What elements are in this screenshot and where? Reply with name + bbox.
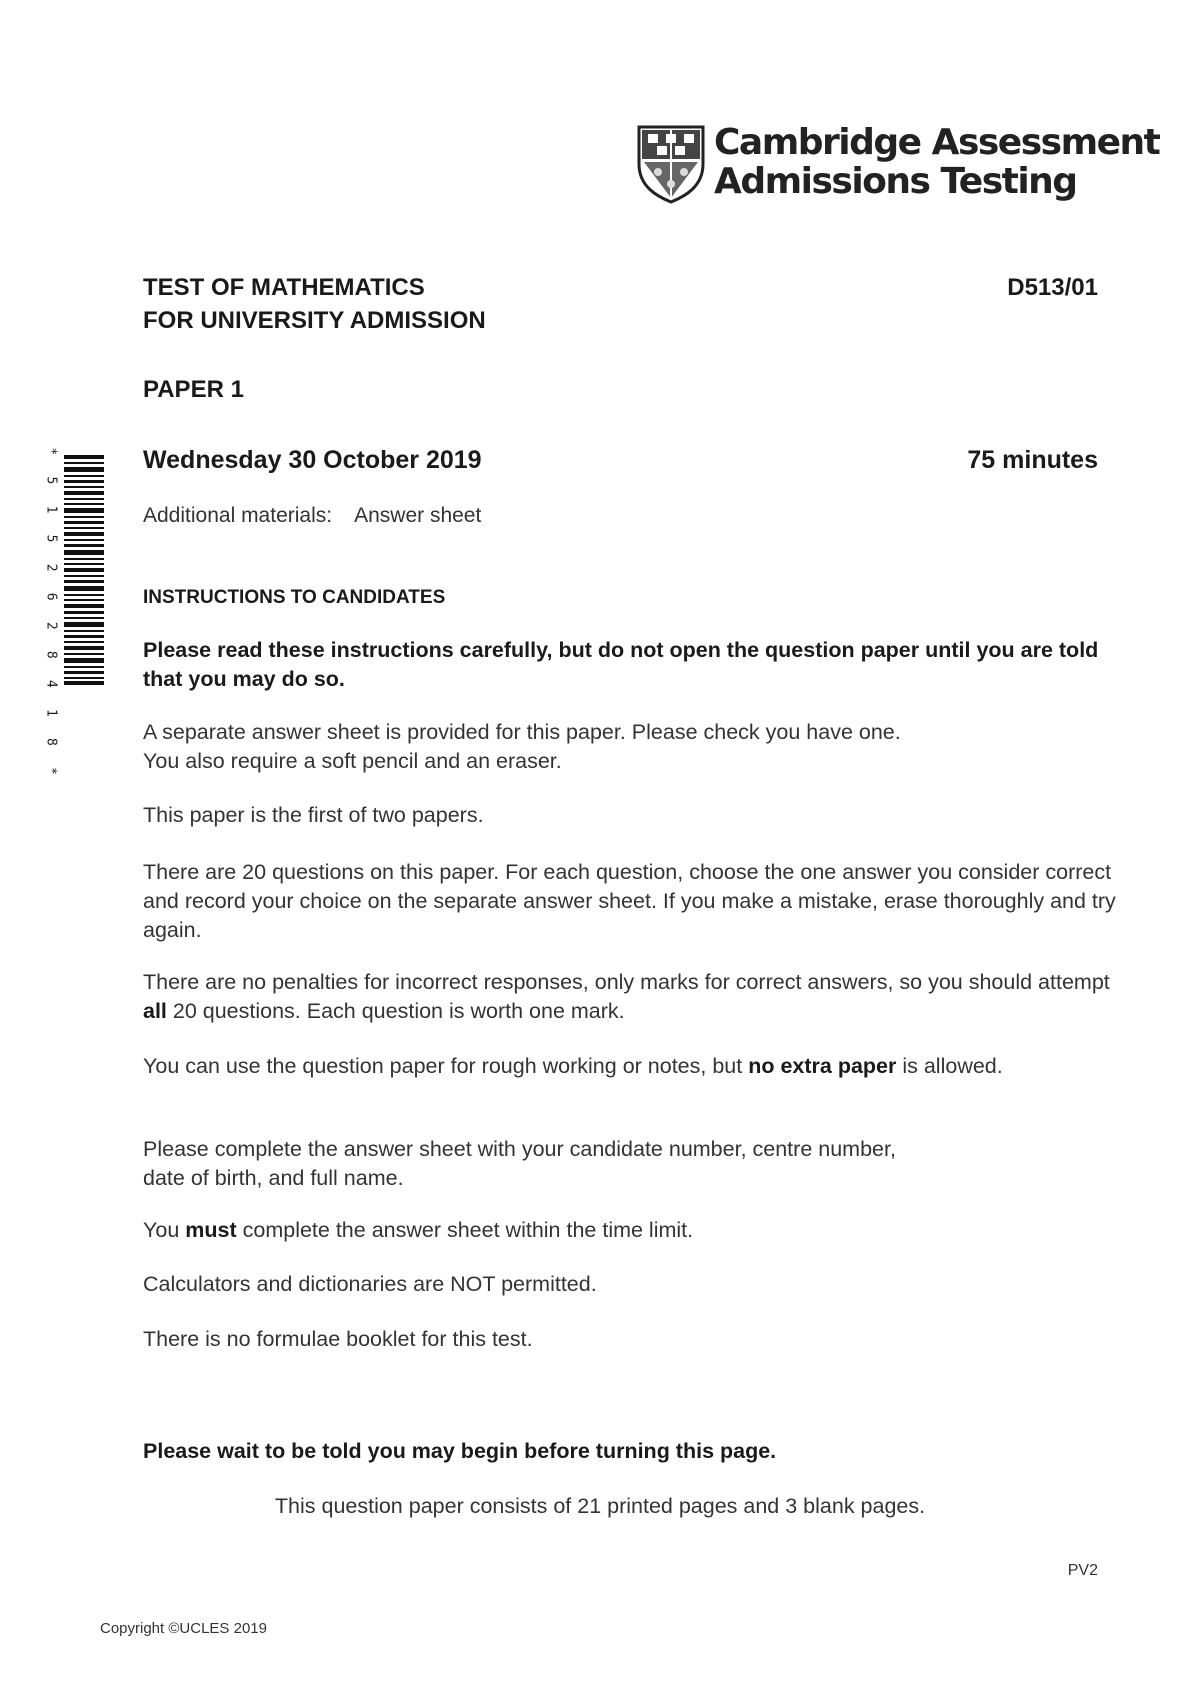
instruction-formulae: There is no formulae booklet for this test. bbox=[143, 1327, 533, 1351]
instruction-first-paper: This paper is the first of two papers. bbox=[143, 803, 484, 827]
instruction-time-limit: You must complete the answer sheet within the time limit. bbox=[143, 1218, 694, 1242]
instruction-read-carefully: Please read these instructions carefully, but do not open the question paper until you are told that you may do so. bbox=[143, 638, 1099, 691]
instruction-penalties: There are no penalties for incorrect responses, only marks for correct answers, so you should attempt all 20 questions. Each question is worth one mark. bbox=[143, 970, 1110, 1023]
test-title-line2: FOR UNIVERSITY ADMISSION bbox=[143, 307, 486, 334]
barcode-bars bbox=[64, 455, 104, 685]
test-title-line1: TEST OF MATHEMATICS bbox=[143, 274, 425, 301]
pv-code: PV2 bbox=[1067, 1562, 1098, 1579]
exam-date: Wednesday 30 October 2019 bbox=[143, 446, 482, 474]
materials-value: Answer sheet bbox=[354, 504, 482, 527]
cambridge-logo bbox=[636, 124, 1159, 204]
exam-duration: 75 minutes bbox=[967, 446, 1098, 474]
paper-code: D513/01 bbox=[1007, 274, 1098, 301]
instruction-answer-sheet: A separate answer sheet is provided for this paper. Please check you have one. You also require a soft pencil and an eraser. bbox=[143, 720, 901, 773]
instruction-wait: Please wait to be told you may begin before turning this page. bbox=[143, 1439, 777, 1463]
instruction-complete-details: Please complete the answer sheet with your candidate number, centre number, date of birth, and full name. bbox=[143, 1137, 896, 1190]
pages-note: This question paper consists of 21 printed pages and 3 blank pages. bbox=[274, 1494, 926, 1518]
logo-line1: Cambridge Assessment bbox=[714, 122, 1160, 163]
barcode bbox=[36, 447, 104, 782]
instructions-heading: INSTRUCTIONS TO CANDIDATES bbox=[143, 587, 446, 608]
additional-materials bbox=[143, 504, 481, 528]
cambridge-shield-icon bbox=[636, 124, 706, 204]
paper-number: PAPER 1 bbox=[143, 376, 244, 403]
instruction-rough-working: You can use the question paper for rough working or notes, but no extra paper is allowed. bbox=[143, 1054, 1003, 1078]
barcode-digits: * 5 1 5 2 6 2 8 4 1 8 * bbox=[43, 447, 59, 782]
logo-line2: Admissions Testing bbox=[714, 161, 1077, 202]
instruction-questions: There are 20 questions on this paper. For each question, choose the one answer you consider correct and record your choice on the separate answer sheet. If you make a mistake, erase thoroughly and try again. bbox=[143, 860, 1116, 942]
copyright: Copyright ©UCLES 2019 bbox=[100, 1620, 267, 1637]
materials-label: Additional materials: bbox=[143, 504, 333, 527]
instruction-calculators: Calculators and dictionaries are NOT permitted. bbox=[143, 1272, 597, 1296]
